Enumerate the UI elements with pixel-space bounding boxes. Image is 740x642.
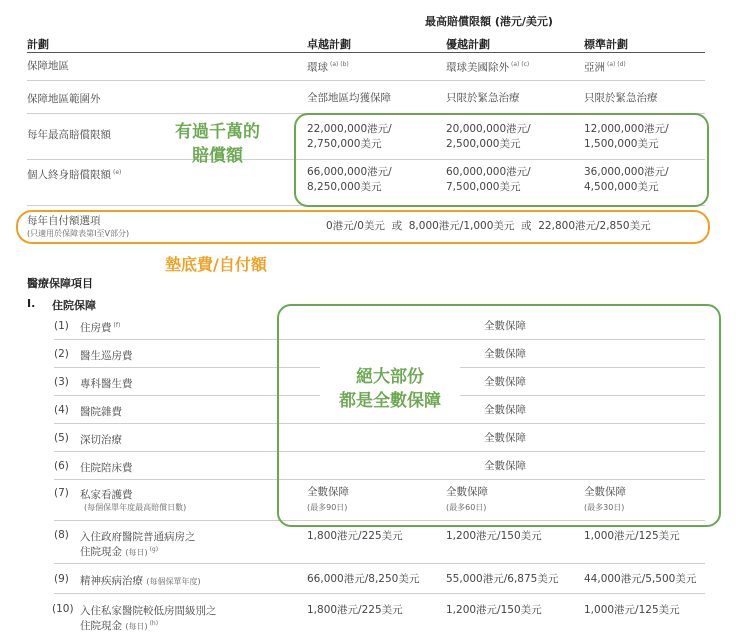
item-number: (2) [54, 348, 69, 360]
area-superior: 環球美國除外 $^{(a) (c)}$ [446, 61, 530, 74]
plan-column-header: 計劃 [27, 38, 49, 51]
item-label: 入住私家醫院較低房間級別之 [80, 605, 217, 617]
full-coverage-value: 全數保障 [484, 404, 526, 416]
header-divider [27, 52, 705, 53]
item-number: (5) [54, 432, 69, 444]
item-label: 深切治療 [80, 434, 122, 446]
deductible-note: (只適用於保障表第I至V部分) [27, 229, 130, 238]
deductible-options: 0港元/0美元 或 8,000港元/1,000美元 或 22,800港元/2,850美元 [326, 220, 651, 232]
item-number: (8) [54, 529, 69, 541]
item-number: (7) [54, 487, 69, 499]
item-label: 專科醫生費 [80, 378, 133, 390]
plan-header-standard: 標準計劃 [584, 38, 628, 51]
psychiatric-superior: 55,000港元/6,875美元 [446, 573, 559, 585]
row-label-area: 保障地區 [27, 60, 69, 72]
item-number: (3) [54, 376, 69, 388]
nursing-elite: 全數保障 (最多90日) [307, 486, 349, 512]
area-elite: 環球 $^{(a) (b)}$ [307, 61, 349, 74]
row-divider [54, 593, 705, 594]
section-title: 醫療保障項目 [27, 277, 93, 290]
row-divider [27, 80, 705, 81]
annual-superior: 20,000,000港元/ 2,500,000美元 [446, 123, 531, 150]
item-label-line2: 住院現金 (每日) $^{(g)}$ [80, 545, 159, 558]
item-label: 住房費 $^{(f)}$ [80, 321, 121, 334]
plan-header-superior: 優越計劃 [446, 38, 490, 51]
item-label: 醫生巡房費 [80, 350, 133, 362]
row-divider [54, 563, 705, 564]
row-label-outside: 保障地區範圍外 [27, 93, 101, 105]
row-label-lifetime: 個人終身賠償限額 $^{(e)}$ [27, 168, 122, 181]
outside-superior: 只限於緊急治療 [446, 92, 520, 104]
plan-header-elite: 卓越計劃 [307, 38, 351, 51]
highlight-box-limits [294, 113, 709, 207]
lifetime-elite: 66,000,000港元/ 8,250,000美元 [307, 166, 392, 193]
full-coverage-value: 全數保障 [484, 348, 526, 360]
outside-elite: 全部地區均獲保障 [307, 92, 391, 104]
annotation-high-limits: 有過千萬的 賠償額 [175, 122, 260, 166]
govt-ward-elite: 1,800港元/225美元 [307, 530, 403, 542]
full-coverage-value: 全數保障 [484, 320, 526, 332]
part-title: 住院保障 [52, 299, 96, 312]
row-label-deductible: 每年自付額選項 [27, 215, 101, 227]
highlight-box-full-cover [277, 304, 721, 527]
item-label-line2: 住院現金 (每日) $^{(h)}$ [80, 619, 159, 632]
item-note: (每個保單年度最高賠償日數) [84, 503, 187, 512]
item-label: 入住政府醫院普通病房之 [80, 531, 196, 543]
govt-ward-superior: 1,200港元/150美元 [446, 530, 542, 542]
item-number: (1) [54, 320, 69, 332]
lower-room-standard: 1,000港元/125美元 [584, 604, 680, 616]
outside-standard: 只限於緊急治療 [584, 92, 658, 104]
lower-room-superior: 1,200港元/150美元 [446, 604, 542, 616]
annotation-full-cover: 絕大部份 都是全數保障 [320, 365, 460, 413]
item-label: 精神疾病治療 (每個保單年度) [80, 575, 201, 587]
item-number: (9) [54, 573, 69, 585]
nursing-standard: 全數保障 (最多30日) [584, 486, 626, 512]
part-number: I. [27, 297, 36, 310]
row-label-annual: 每年最高賠償限額 [27, 129, 111, 141]
item-number: (4) [54, 404, 69, 416]
annual-standard: 12,000,000港元/ 1,500,000美元 [584, 123, 669, 150]
item-number: (10) [52, 603, 74, 615]
nursing-superior: 全數保障 (最多60日) [446, 486, 488, 512]
item-number: (6) [54, 460, 69, 472]
psychiatric-standard: 44,000港元/5,500美元 [584, 573, 697, 585]
max-limit-title: 最高賠償限額 (港元/美元) [425, 15, 553, 28]
govt-ward-standard: 1,000港元/125美元 [584, 530, 680, 542]
annual-elite: 22,000,000港元/ 2,750,000美元 [307, 123, 392, 150]
item-label: 醫院雜費 [80, 406, 122, 418]
area-standard: 亞洲 $^{(a) (d)}$ [584, 61, 626, 74]
psychiatric-elite: 66,000港元/8,250美元 [307, 573, 420, 585]
full-coverage-value: 全數保障 [484, 376, 526, 388]
lifetime-standard: 36,000,000港元/ 4,500,000美元 [584, 166, 669, 193]
lifetime-superior: 60,000,000港元/ 7,500,000美元 [446, 166, 531, 193]
full-coverage-value: 全數保障 [484, 432, 526, 444]
item-label: 住院陪床費 [80, 462, 133, 474]
item-label: 私家看護費 [80, 489, 133, 501]
full-coverage-value: 全數保障 [484, 460, 526, 472]
lower-room-elite: 1,800港元/225美元 [307, 604, 403, 616]
annotation-deductible: 墊底費/自付額 [165, 255, 267, 274]
